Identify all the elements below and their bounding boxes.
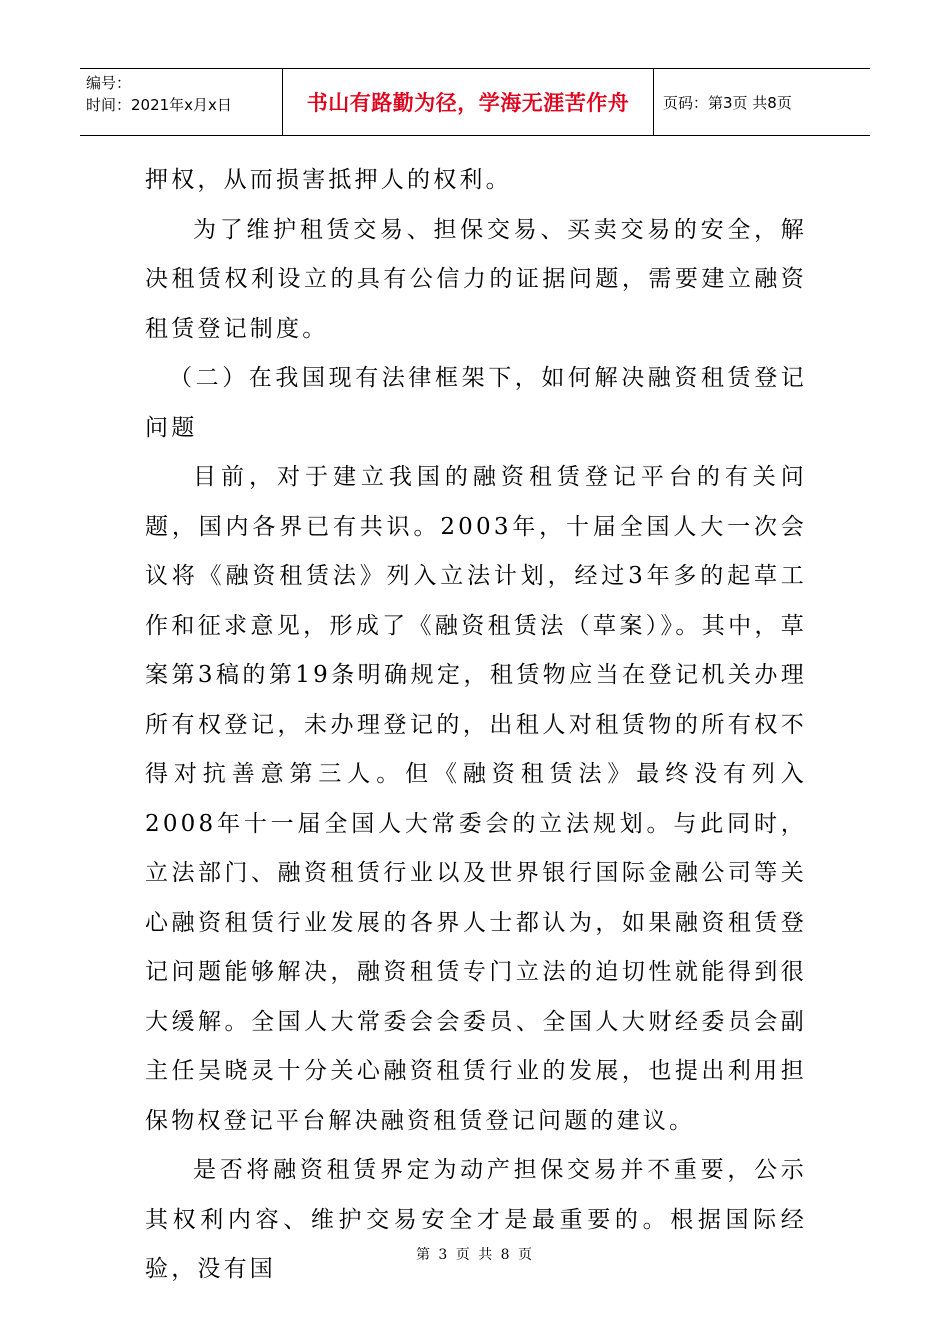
header-motto: 书山有路勤为径，学海无涯苦作舟 [282,69,654,135]
header-meta [80,69,282,135]
page-footer: 第 3 页 共 8 页 [415,1247,535,1263]
paragraph: 目前，对于建立我国的融资租赁登记平台的有关问题，国内各界已有共识。2003年，十届全国人大一次会议将《融资租赁法》列入立法计划，经过3年多的起草工作和征求意见，形成了《融资租赁法（草案）》。其中，草案第3稿的第19条明确规定，租赁物应当在登记机关办理所有权登记，未办理登记的，出租人对租赁物的所有权不得对抗善意第三人。但《融资租赁法》最终没有列入2008年十一届全国人大常委会的立法规划。与此同时，立法部门、融资租赁行业以及世界银行国际金融公司等关心融资租赁行业发展的各界人士都认为，如果融资租赁登记问题能够解决，融资租赁专门立法的迫切性就能得到很大缓解。全国人大常委会会委员、全国人大财经委员会副主任吴晓灵十分关心融资租赁行业的发展，也提出利用担保物权登记平台解决融资租赁登记问题的建议。 [145,464,807,1134]
document-body [145,156,807,1295]
paragraph: 为了维护租赁交易、担保交易、买卖交易的安全，解决租赁权利设立的具有公信力的证据问题，需要建立融资租赁登记制度。 [145,216,807,342]
page-header [80,68,870,136]
document-date-label: 时间：2021年x月x日 [86,96,232,114]
paragraph-continuation: 押权，从而损害抵押人的权利。 [145,167,512,193]
paragraph: 是否将融资租赁界定为动产担保交易并不重要，公示其权利内容、维护交易安全才是最重要的。根据国际经验，没有国 [145,1157,807,1282]
section-heading: （二）在我国现有法律框架下，如何解决融资租赁登记问题 [145,365,807,441]
header-page-number: 页码：第3页 共8页 [663,93,792,112]
document-number-label: 编号： [86,74,132,92]
